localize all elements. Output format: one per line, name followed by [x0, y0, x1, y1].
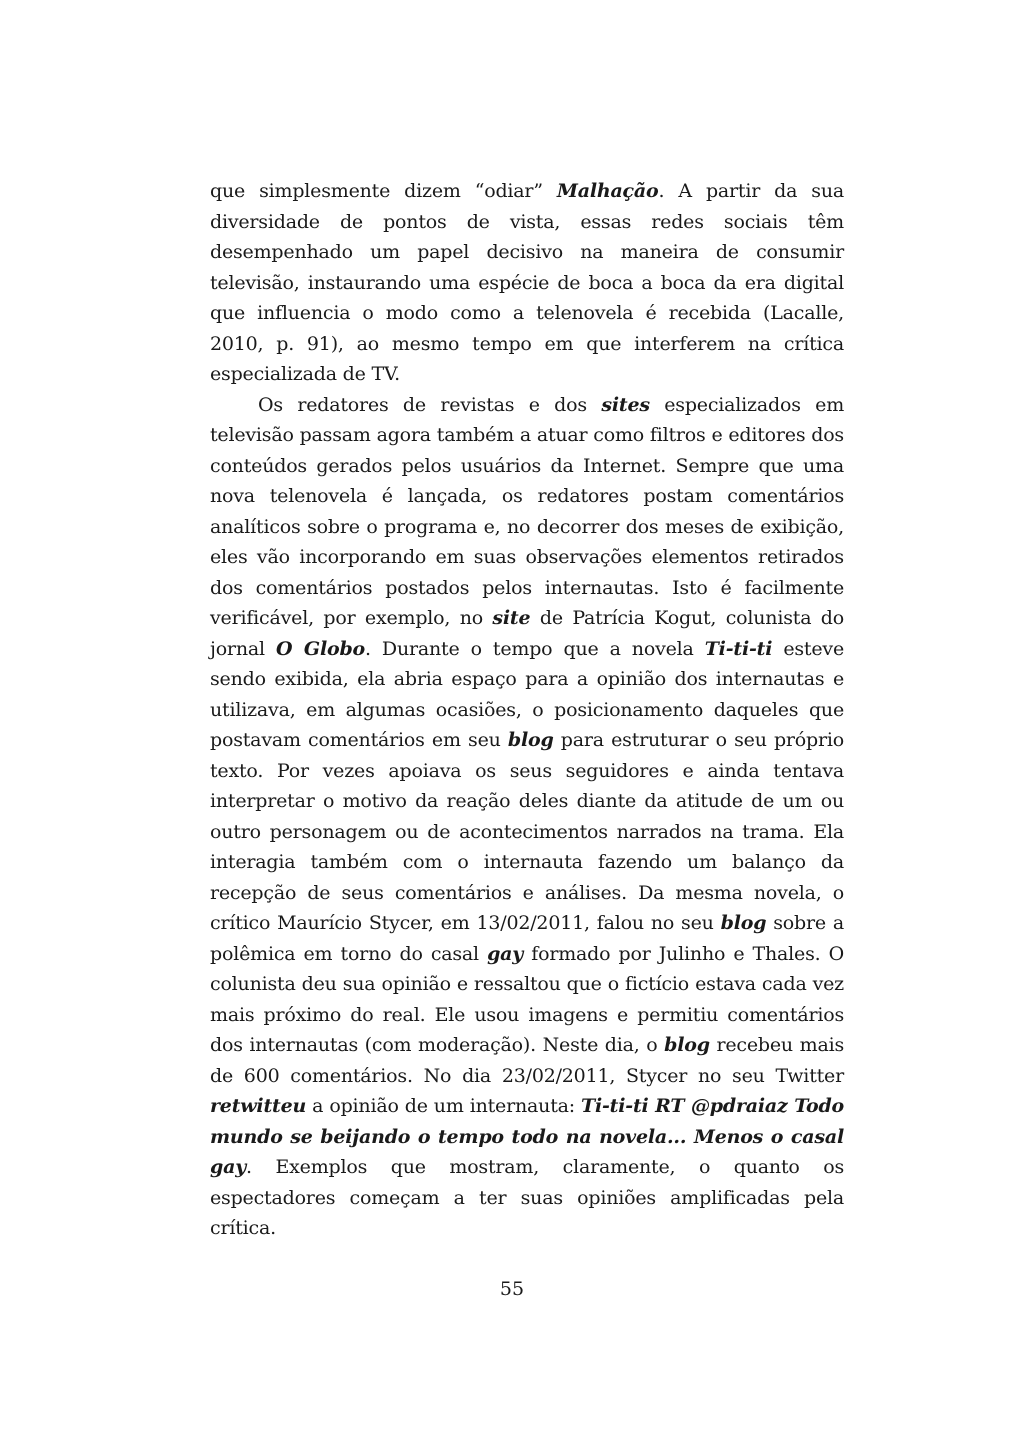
emphasis-tweet-quote: Ti-ti-ti RT @pdraiaz Todo mundo se beijando o tempo todo na novela... Menos o casal gay — [210, 1095, 845, 1178]
emphasis-gay: gay — [487, 942, 524, 965]
emphasis-site: site — [492, 607, 531, 629]
emphasis-o-globo: O Globo — [275, 637, 366, 660]
emphasis-blog: blog — [720, 912, 767, 934]
emphasis-sites: sites — [601, 393, 650, 416]
emphasis-retwitteu: retwitteu — [210, 1095, 307, 1117]
emphasis-blog: blog — [507, 729, 554, 751]
body-text — [210, 176, 844, 1244]
emphasis-ti-ti-ti: Ti-ti-ti — [704, 637, 773, 660]
emphasis-malhacao: Malhação — [556, 180, 659, 202]
page-number: 55 — [499, 1278, 525, 1300]
paragraph-2: Os redatores de revistas e dos sites especializados em televisão passam agora também a atuar como filtros e editores dos conteúdos gerados pelos usuários da Internet. Sempre que uma nova telenovela é lançada, os redatores postam comentários analíticos sobre o programa e, no decorrer dos meses de exibição, eles vão incorporando em suas observações elementos retirados dos comentários postados pelos internautas. Isto é facilmente verificável, por exemplo, no site de Patrícia Kogut, colunista do jornal O Globo. Durante o tempo que a novela Ti-ti-ti esteve sendo exibida, ela abria espaço para a opinião dos internautas e utilizava, em algumas ocasiões, o posicionamento daqueles que postavam comentários em seu blog para estruturar o seu próprio texto. Por vezes apoiava os seus seguidores e ainda tentava interpretar o motivo da reação deles diante da atitude de um ou outro personagem ou de acontecimentos narrados na trama. Ela interagia também com o internauta fazendo um balanço da recepção de seus comentários e análises. Da mesma novela, o crítico Maurício Stycer, em 13/02/2011, falou no seu blog sobre a polêmica em torno do casal gay formado por Julinho e Thales. O colunista deu sua opinião e ressaltou que o fictício estava cada vez mais próximo do real. Ele usou imagens e permitiu comentários dos internautas (com moderação). Neste dia, o blog recebeu mais de 600 comentários. No dia 23/02/2011, Stycer no seu Twitter retwitteu a opinião de um internauta: Ti-ti-ti RT @pdraiaz Todo mundo se beijando o tempo todo na novela... Menos o casal gay. Exemplos que mostram, claramente, o quanto os espectadores começam a ter suas opiniões amplificadas pela crítica. — [210, 393, 845, 1239]
emphasis-blog: blog — [664, 1034, 710, 1056]
paragraph-1: que simplesmente dizem “odiar” Malhação. A partir da sua diversidade de pontos de vista, essas redes sociais têm desempenhado um papel decisivo na maneira de consumir televisão, instaurando uma espécie de boca a boca da era digital que influencia o modo como a telenovela é recebida (Lacalle, 2010, p. 91), ao mesmo tempo em que interferem na crítica especializada de TV. — [210, 180, 844, 385]
